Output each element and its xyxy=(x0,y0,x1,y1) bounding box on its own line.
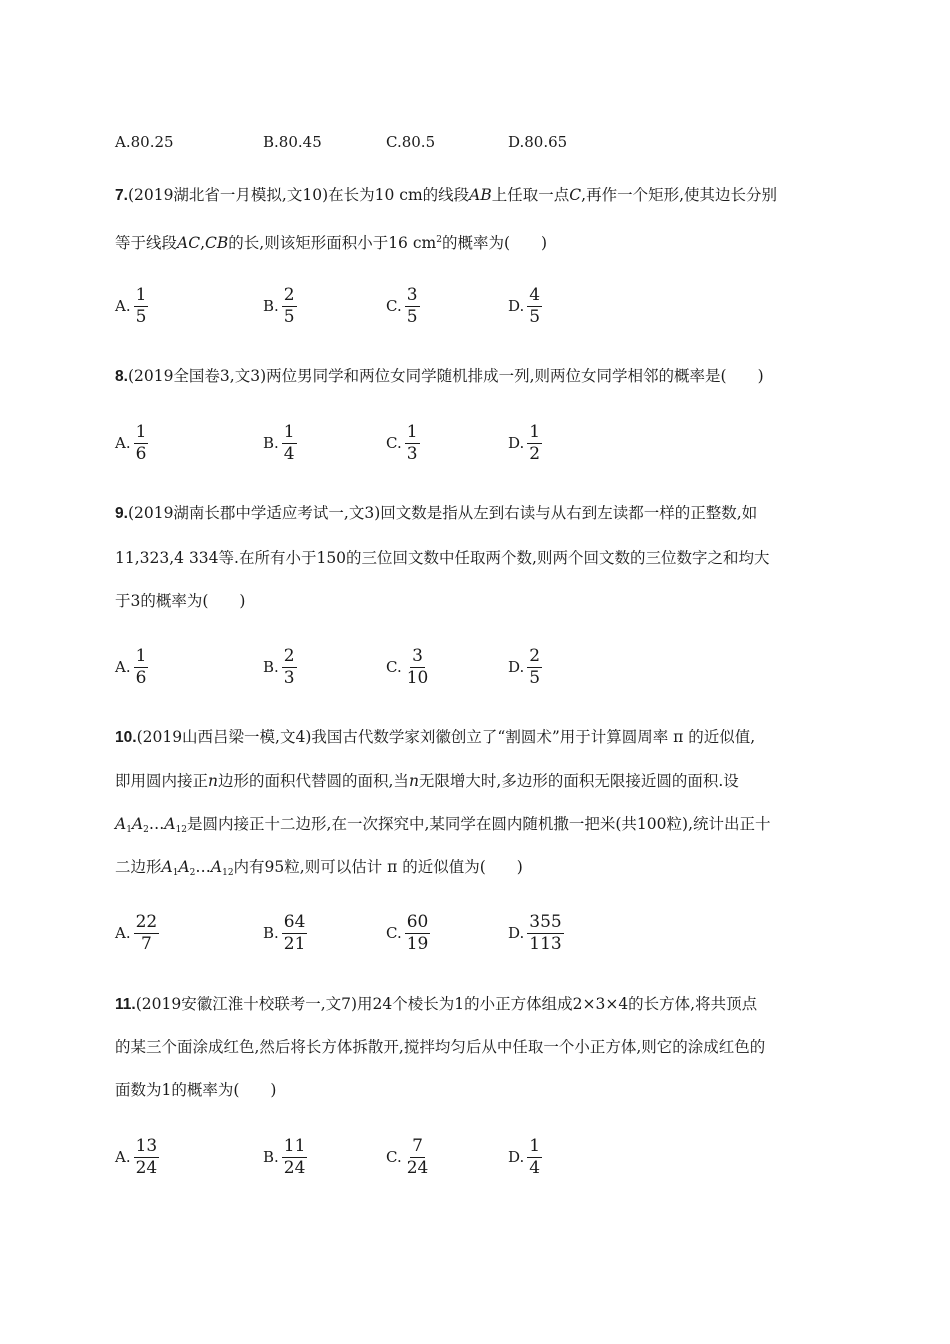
option-d: D. $\frac{1}{4}$ xyxy=(508,1135,541,1178)
q10-line-1: 10.(2019山西吕梁一模,文4)我国古代数学家刘徽创立了“割圆术”用于计算圆周率 π 的近似值, xyxy=(115,728,756,746)
question-number: 7. xyxy=(115,187,128,204)
q10-line-4: 二边形$A_1A_2\dots A_{12}$内有95粒,则可以估计 π 的近似值为( ) xyxy=(115,858,523,878)
option-d: D. $\frac{4}{5}$ xyxy=(508,284,541,327)
fraction: $\frac{2}{5}$ xyxy=(283,284,295,327)
option-c: C. $\frac{3}{10}$ xyxy=(386,645,429,688)
fraction: $\frac{1}{3}$ xyxy=(406,421,418,464)
q6-options xyxy=(115,132,855,180)
q7-line-2: 等于线段AC,CB的长,则该矩形面积小于16 $cm^2$的概率为( ) xyxy=(115,234,548,252)
q10-line-2: 即用圆内接正n边形的面积代替圆的面积,当n无限增大时,多边形的面积无限接近圆的面积.设 xyxy=(115,772,739,790)
q11-line-3: 面数为1的概率为( ) xyxy=(115,1081,277,1099)
fraction: $\frac{2}{3}$ xyxy=(283,645,295,688)
option-c: C. $\frac{1}{3}$ xyxy=(386,421,418,464)
option-d: D.80.65 xyxy=(508,133,568,151)
question-number: 10. xyxy=(115,729,137,746)
fraction: $\frac{4}{5}$ xyxy=(529,284,541,327)
option-b: B. $\frac{64}{21}$ xyxy=(263,911,306,954)
option-b: B. $\frac{2}{3}$ xyxy=(263,645,295,688)
q9-options xyxy=(115,643,855,691)
q8-line-1: 8.(2019全国卷3,文3)两位男同学和两位女同学随机排成一列,则两位女同学相邻的概率是( ) xyxy=(115,367,764,385)
fraction: $\frac{1}{5}$ xyxy=(135,284,147,327)
question-number: 11. xyxy=(115,996,136,1013)
q9-line-2: 11,323,4 334等.在所有小于150的三位回文数中任取两个数,则两个回文数的三位数字之和均大 xyxy=(115,549,770,567)
q11-line-2: 的某三个面涂成红色,然后将长方体拆散开,搅拌均匀后从中任取一个小正方体,则它的涂成红色的 xyxy=(115,1038,766,1056)
q11-line-1: 11.(2019安徽江淮十校联考一,文7)用24个棱长为1的小正方体组成2×3×4的长方体,将共顶点 xyxy=(115,995,758,1013)
fraction: $\frac{11}{24}$ xyxy=(283,1135,306,1178)
option-d: D. $\frac{355}{113}$ xyxy=(508,911,562,954)
q7-options xyxy=(115,282,855,330)
fraction: $\frac{1}{2}$ xyxy=(529,421,541,464)
option-b: B. $\frac{11}{24}$ xyxy=(263,1135,306,1178)
q9-line-3: 于3的概率为( ) xyxy=(115,592,246,610)
q10-line-3: $A_1A_2\dots A_{12}$是圆内接正十二边形,在一次探究中,某同学在圆内随机撒一把米(共100粒),统计出正十 xyxy=(115,815,771,835)
option-d: D. $\frac{2}{5}$ xyxy=(508,645,541,688)
option-a: A. $\frac{22}{7}$ xyxy=(115,911,158,954)
question-number: 8. xyxy=(115,368,128,385)
option-c: C. $\frac{3}{5}$ xyxy=(386,284,418,327)
option-a: A. $\frac{1}{5}$ xyxy=(115,284,147,327)
fraction: $\frac{60}{19}$ xyxy=(406,911,429,954)
q8-options xyxy=(115,419,855,467)
option-b: B. $\frac{2}{5}$ xyxy=(263,284,295,327)
fraction: $\frac{64}{21}$ xyxy=(283,911,306,954)
option-d: D. $\frac{1}{2}$ xyxy=(508,421,541,464)
option-c: C.80.5 xyxy=(386,133,436,151)
fraction: $\frac{2}{5}$ xyxy=(529,645,541,688)
option-c: C. $\frac{60}{19}$ xyxy=(386,911,429,954)
question-number: 9. xyxy=(115,505,128,522)
q10-options xyxy=(115,909,855,957)
option-a: A. $\frac{1}{6}$ xyxy=(115,421,147,464)
option-a: A.80.25 xyxy=(115,133,174,151)
q9-line-1: 9.(2019湖南长郡中学适应考试一,文3)回文数是指从左到右读与从右到左读都一样的正整数,如 xyxy=(115,504,758,522)
option-a: A. $\frac{13}{24}$ xyxy=(115,1135,158,1178)
q7-line-1: 7.(2019湖北省一月模拟,文10)在长为10 cm的线段AB上任取一点C,再作一个矩形,使其边长分别 xyxy=(115,186,778,204)
fraction: $\frac{3}{10}$ xyxy=(406,645,429,688)
fraction: $\frac{7}{24}$ xyxy=(406,1135,429,1178)
fraction: $\frac{355}{113}$ xyxy=(529,911,562,954)
q11-options xyxy=(115,1133,855,1181)
option-c: C. $\frac{7}{24}$ xyxy=(386,1135,429,1178)
fraction: $\frac{13}{24}$ xyxy=(135,1135,158,1178)
fraction: $\frac{1}{4}$ xyxy=(529,1135,541,1178)
fraction: $\frac{22}{7}$ xyxy=(135,911,158,954)
fraction: $\frac{1}{6}$ xyxy=(135,645,147,688)
option-a: A. $\frac{1}{6}$ xyxy=(115,645,147,688)
fraction: $\frac{1}{6}$ xyxy=(135,421,147,464)
fraction: $\frac{1}{4}$ xyxy=(283,421,295,464)
option-b: B. $\frac{1}{4}$ xyxy=(263,421,295,464)
fraction: $\frac{3}{5}$ xyxy=(406,284,418,327)
option-b: B.80.45 xyxy=(263,133,322,151)
